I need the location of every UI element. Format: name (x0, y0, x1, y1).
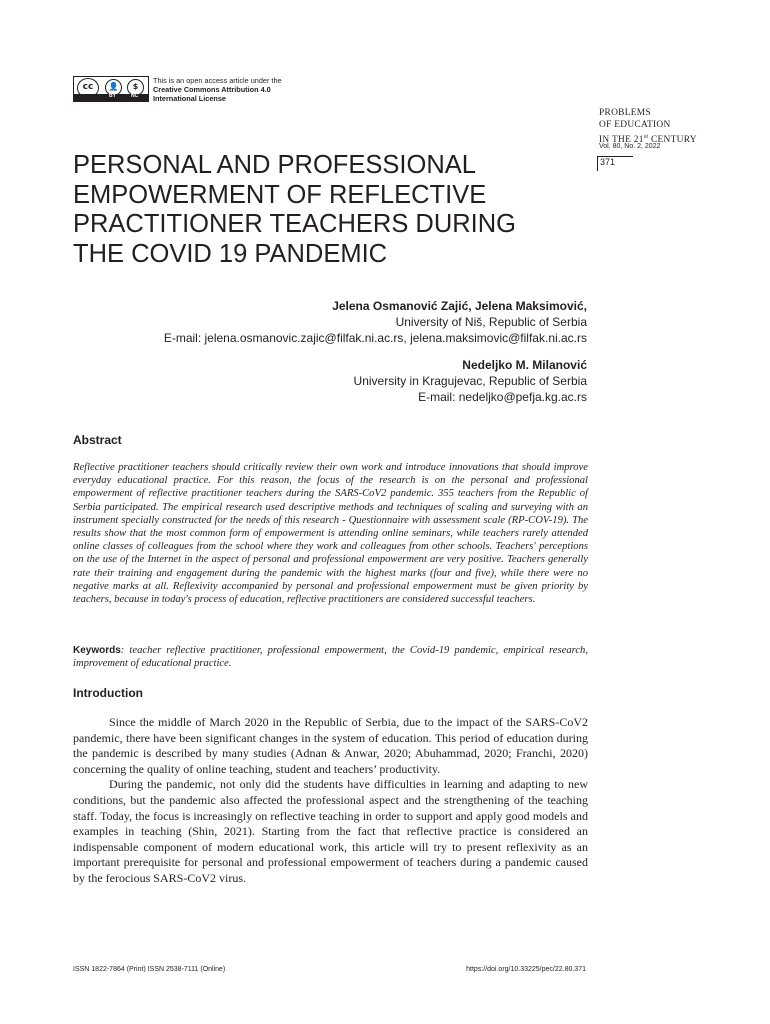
introduction-body (73, 715, 588, 887)
journal-line-3: IN THE 21st CENTURY (599, 134, 697, 146)
keywords-list: : teacher reflective practitioner, professional empowerment, the Covid-19 pandemic, empirical research, improvement of educational practice. (73, 645, 588, 670)
license-line-1: This is an open access article under the (153, 76, 282, 85)
author-group-1 (164, 298, 587, 346)
badge-nc-label: NC (131, 93, 139, 99)
issn-footer: ISSN 1822-7864 (Print) ISSN 2538-7111 (Online) (73, 966, 226, 973)
abstract-heading: Abstract (73, 433, 122, 447)
noncommercial-icon: $ (127, 79, 144, 96)
author-email: E-mail: nedeljko@pefja.kg.ac.rs (418, 390, 587, 404)
author-names: Nedeljko M. Milanović (462, 358, 587, 372)
author-group-2 (354, 357, 587, 405)
introduction-heading: Introduction (73, 686, 143, 700)
abstract-body: Reflective practitioner teachers should critically review their own work and introduce innovations that should improve everyday educational practice. For this reason, the focus of the research is on the personal and professional empowerment of reflective practitioner teachers during the SARS-CoV2 pandemic. 355 teachers from the Republic of Serbia participated. The empirical research used descriptive methods and techniques of scaling and surveying with an instrument specially constructed for the needs of this research - Questionnaire with assessment scale (RP-COV-19). The results show that the most common form of empowerment is attending online seminars, while teachers rarely attended online classes of colleagues from the school where they work and colleagues from other schools. Teachers' perceptions on the use of the Internet in the aspect of personal and professional empowerment are very positive. Teachers generally rate their training and engagement during the pandemic with the highest marks (four and five), while there were no negative marks at all. Reflexivity accompanied by personal and professional empowerment must be given priority by teachers, because in today's process of education, reflective practitioners are considered successful teachers. (73, 462, 588, 606)
author-email: E-mail: jelena.osmanovic.zajic@filfak.ni.ac.rs, jelena.maksimovic@filfak.ni.ac.rs (163, 331, 587, 345)
badge-by-label: BY (109, 93, 116, 99)
page-number: 371 (600, 157, 616, 167)
paper-title: PERSONAL AND PROFESSIONAL EMPOWERMENT OF REFLECTIVE PRACTITIONER TEACHERS DURING THE COVID 19 PANDEMIC (73, 151, 516, 268)
attribution-person-icon: 👤 (105, 79, 122, 96)
license-band (74, 94, 148, 101)
license-text (153, 76, 313, 103)
license-line-3: International License (153, 94, 226, 103)
author-names: Jelena Osmanović Zajić, Jelena Maksimović, (332, 299, 587, 313)
paragraph: Since the middle of March 2020 in the Republic of Serbia, due to the impact of the SARS-CoV2 pandemic, there have been significant changes in the system of education. This period of education during the pandemic is described by many studies (Adnan & Anwar, 2020; Abuhammad, 2020; Franchi, 2020) concerning the quality of online teaching, student and teachers’ productivity. (73, 715, 588, 776)
page-number-vertical-rule (597, 156, 598, 171)
creative-commons-badge (73, 76, 149, 102)
journal-name (599, 107, 697, 146)
doi-link[interactable]: https://doi.org/10.33225/pec/22.80.371 (466, 966, 586, 973)
journal-line-1: PROBLEMS (599, 108, 651, 118)
keywords-label: Keywords (73, 645, 121, 656)
license-link[interactable]: Creative Commons Attribution 4.0 (153, 85, 271, 94)
keywords (73, 644, 588, 670)
cc-logo-icon: cc (77, 78, 99, 98)
journal-volume: Vol. 80, No. 2, 2022 (599, 143, 661, 150)
paragraph: During the pandemic, not only did the students have difficulties in learning and adapting to new conditions, but the pandemic also affected the professional aspect and the strengthening of the teaching staff. Today, the focus is increasingly on reflective teaching in order to support and apply good models and examples in teaching (Shin, 2021). Starting from the fact that reflective practice is considered an indispensable component of modern educational work, this article will try to present reflexivity as an important prerequisite for personal and professional empowerment of teachers during a pandemic caused by the ferocious SARS-CoV2 virus. (73, 777, 588, 885)
author-affiliation: University of Niš, Republic of Serbia (395, 315, 587, 329)
author-affiliation: University in Kragujevac, Republic of Serbia (353, 374, 587, 388)
journal-line-2: OF EDUCATION (599, 120, 671, 130)
